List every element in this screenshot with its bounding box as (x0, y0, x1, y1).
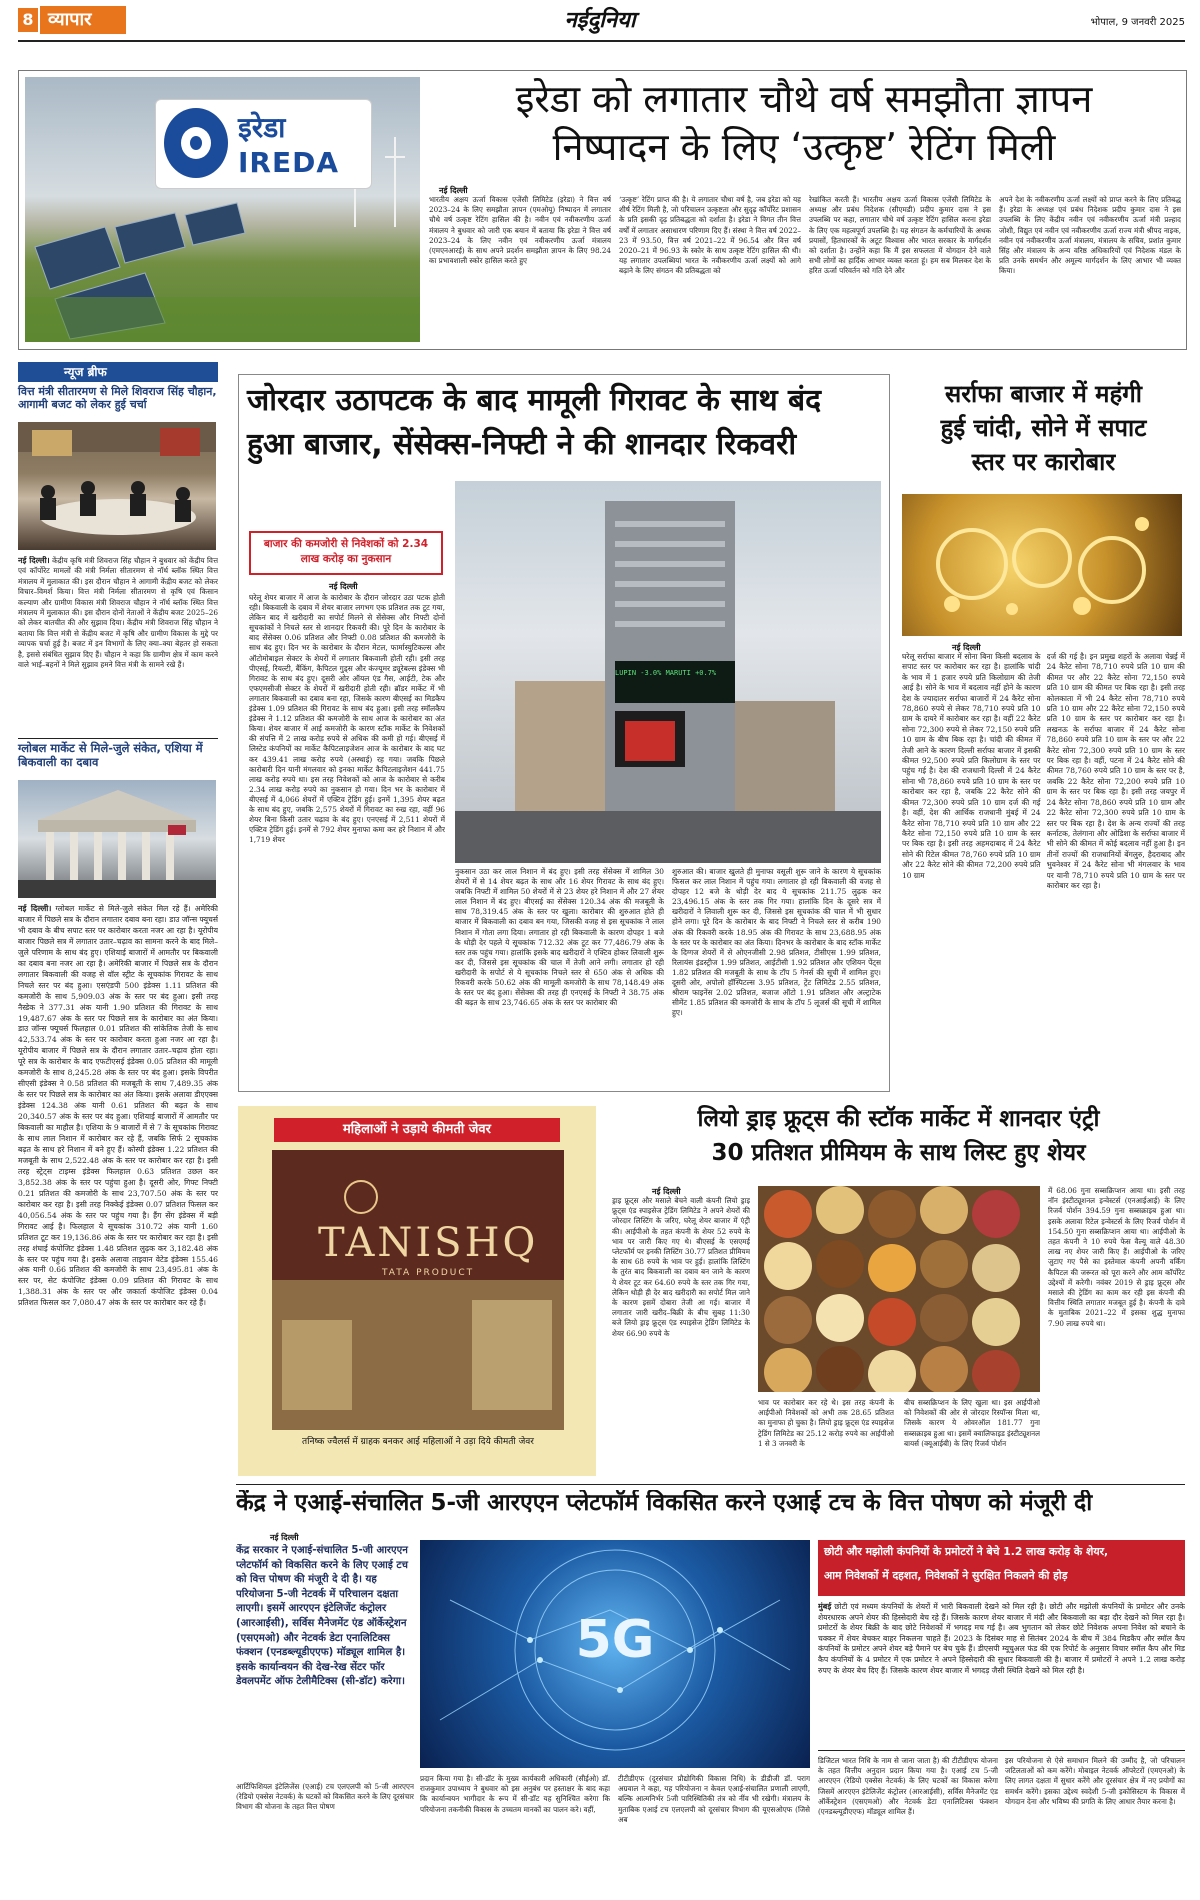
leo-headline-line1: लियो ड्राइ फ्रूट्स की स्टॉक मार्केट में शानदार एंट्री (697, 1106, 1100, 1132)
ireda-logo-english: IREDA (238, 146, 340, 179)
market-col-1: घरेलू शेयर बाजार में आज के कारोबार के दौरान जोरदार उठा पटक होती रही। बिकवाली के दबाव में शेयर बाजार लगभग एक प्रतिशत तक टूट गया, लेकिन बाद में खरीदारी का सपोर्ट मिलने से सेंसेक्स और निफ्टी दोनों सूचकांकों ने निचले स्तर से शानदार रिकवरी की। पूरे दिन के कारोबार के बाद सेंसेक्स 0.06 प्रतिशत और निफ्टी 0.08 प्रतिशत की कमजोरी के साथ बंद हुए। दिन भर के कारोबार के दौरान मेटल, फार्मास्युटिकल्स और ऑटोमोबाइल सेक्टर के शेयरों में लगातार बिकवाली होती रही। इसी तरह पीएसई, रियल्टी, बैंकिंग, कैपिटल गुड्स और कंज्यूमर ड्यूरेबल्स इंडेक्स भी गिरावट के साथ बंद हुए। दूसरी ओर ऑयल एंड गैस, आईटी, टेक और एफएमसीजी सेक्टर के शेयरों में खरीदारी होती रही। ब्रॉडर मार्केट में भी लगातार बिकवाली का दबाव बना रहा, जिसके कारण बीएसई का मिडकैप इंडेक्स 1.09 प्रतिशत की गिरावट के साथ बंद हुआ। इसी तरह स्मॉलकैप इंडेक्स ने 1.12 प्रतिशत की कमजोरी के साथ आज के कारोबार का अंत किया। शेयर बाजार में आई कमजोरी के कारण स्टॉक मार्केट के निवेशकों की संपत्ति में 2 लाख करोड़ रुपये से अधिक की कमी हो गई। बीएसई में लिस्टेड कंपनियों का मार्केट कैपिटलाइजेशन आज के कारोबार के बाद घट कर 439.41 लाख करोड़ रुपये (अस्थाई) रह गया। जबकि पिछले कारोबारी दिन यानी मंगलवार को इनका मार्केट कैपिटलाइजेशन 441.75 लाख करोड़ रुपये था। इस तरह निवेशकों को आज के कारोबार से करीब 2.34 लाख करोड़ रुपये का नुकसान हो गया। दिन भर के कारोबार में बीएसई में 4,066 शेयरों में एक्टिव ट्रेडिंग हुई। इनमें 1,395 शेयर बढ़त के साथ बंद हुए, जबकि 2,575 शेयरों में गिरावट का रुख रहा, वहीं 96 शेयर बिना किसी उतार चढ़ाव के बंद हुए। एनएसई में 2,511 शेयरों में एक्टिव ट्रेडिंग हुई। इनमें से 792 शेयर मुनाफा कमा कर हरे निशान में और 1,719 शेयर (249, 593, 445, 845)
tanishq-label: महिलाओं ने उड़ाये कीमती जेवर (274, 1118, 560, 1142)
brief1-meeting-photo (18, 422, 216, 550)
leo-col-4: में 68.06 गुना सब्सक्रिप्शन आया था। इसी तरह नॉन इंस्टीट्यूशनल इन्वेस्टर्स (एनआईआई) के लिए रिजर्व पोर्शन 394.59 गुना सब्सक्राइब हुआ था। इसके अलावा रिटेल इन्वेस्टर्स के लिए रिजर्व पोर्शन में 154.50 गुना सब्सक्रिप्शन आया था। आईपीओ के तहत कंपनी ने 10 रुपये फेस वैल्यू वाले 48.30 लाख नए शेयर जारी किए हैं। आईपीओ के जरिए जुटाए गए पैसे का इस्तेमाल कंपनी अपनी वर्किंग कैपिटल की जरूरत को पूरा करने और आम कॉर्पोरेट उद्देश्यों में करेगी। नवंबर 2019 से ड्राइ फ्रूट्स और मसाले की ट्रेडिंग का काम कर रही इस कंपनी की वित्तीय स्थिति लगातार मजबूत हुई है। कंपनी के दावे के मुताबिक 2021–22 में इसका शुद्ध मुनाफा 7.90 लाख रुपये था। (1048, 1186, 1185, 1328)
ireda-story (18, 70, 1187, 350)
ai-lead-tail: आर्टिफिशियल इंटेलिजेंस (एआई) टच एलएलपी को 5-जी आरएएन (रेडियो एक्सेस नेटवर्क) के घटकों को विकसित करने के लिए दूरसंचार विभाग की योजना के तहत वित्त पोषण (236, 1782, 414, 1812)
leo-dateline: नई दिल्ली (652, 1187, 681, 1196)
bullion-headline-line3: स्तर पर कारोबार (971, 448, 1116, 476)
ireda-logo-mark-icon (164, 108, 228, 178)
bullion-dateline: नई दिल्ली (952, 643, 981, 652)
bullion-col-2: दर्ज की गई है। इन प्रमुख शहरों के अलावा चेन्नई में 24 कैरेट सोना 78,710 रुपये प्रति 10 ग्राम की कीमत पर और 22 कैरेट सोना 72,150 रुपये प्रति 10 ग्राम की कीमत पर बिक रहा है। इसी तरह कोलकाता में भी 24 कैरेट सोना 78,710 रुपये प्रति 10 ग्राम और 22 कैरेट सोना 72,150 रुपये प्रति 10 ग्राम के स्तर पर कारोबार कर रहा है। लखनऊ के सर्राफा बाजार में 24 कैरेट सोना 78,860 रुपये प्रति 10 ग्राम के स्तर पर और 22 कैरेट सोना 72,300 रुपये प्रति 10 ग्राम के स्तर पर बिक रहा है। वहीं, पटना में 24 कैरेट सोने की कीमत 78,760 रुपये प्रति 10 ग्राम के स्तर पर है, जबकि 22 कैरेट सोना 72,200 रुपये प्रति 10 ग्राम के स्तर पर बिक रहा है। इसी तरह जयपुर में 24 कैरेट सोना 78,860 रुपये प्रति 10 ग्राम और 22 कैरेट सोना 72,300 रुपये प्रति 10 ग्राम के स्तर पर बिक रहा है। देश के अन्य राज्यों की तरह कर्नाटक, तेलंगाना और ओडिशा के सर्राफा बाजार में भी सोने की कीमत में कोई बदलाव नहीं हुआ है। इन तीनों राज्यों की राजधानियों बेंगलुरु, हैदराबाद और भुवनेश्वर में 24 कैरेट सोना भी मंगलवार के भाव पर यानी 78,710 रुपये प्रति 10 ग्राम के स्तर पर कारोबार कर रहा है। (1046, 652, 1185, 890)
page-header (0, 0, 1200, 42)
ai-dateline: नई दिल्ली (270, 1533, 299, 1542)
section-label: व्यापार (40, 6, 126, 34)
ai-col-2: प्रदान किया गया है। सी-डॉट के मुख्य कार्यकारी अधिकारी (सीईओ) डॉ. राजकुमार उपाध्याय ने बुधवार को इस अनुबंध पर हस्ताक्षर के बाद कहा कि कार्यान्वयन भागीदार के रूप में सी-डॉट यह सुनिश्चित करेगा कि परियोजना तकनीकी विकास के उच्चतम मानकों का पालन करे। वहीं, (420, 1774, 610, 1814)
bullion-col-1: घरेलू सर्राफा बाजार में सोना बिना किसी बदलाव के सपाट स्तर पर कारोबार कर रहा है। हालांकि चांदी के भाव में 1 हजार रुपये प्रति किलोग्राम की तेजी आई है। सोने के भाव में बदलाव नहीं होने के कारण देश के ज्यादातर सर्राफा बाजारों में 24 कैरेट सोना 78,860 रुपये से लेकर 78,710 रुपये प्रति 10 ग्राम के दायरे में कारोबार कर रहा है। वहीं 22 कैरेट सोना 72,300 रुपये से लेकर 72,150 रुपये प्रति 10 ग्राम के बीच बिक रहा है। चांदी की कीमत में तेजी आने के कारण दिल्ली सर्राफा बाजार में इसकी कीमत 92,500 रुपये प्रति किलोग्राम के स्तर पर पहुंच गई है। देश की राजधानी दिल्ली में 24 कैरेट सोना भी 78,860 रुपये प्रति 10 ग्राम के स्तर पर कारोबार कर रहा है, जबकि 22 कैरेट सोने की कीमत 72,300 रुपये प्रति 10 ग्राम दर्ज की गई है। वहीं, देश की आर्थिक राजधानी मुंबई में 24 कैरेट सोना 78,710 रुपये प्रति 10 ग्राम और 22 कैरेट सोना 72,150 रुपये प्रति 10 ग्राम के स्तर पर बिक रहा है। इसी तरह अहमदाबाद में 24 कैरेट सोने की रिटेल कीमत 78,760 रुपये प्रति 10 ग्राम और 22 कैरेट सोने की कीमत 72,200 रुपये प्रति 10 ग्राम (902, 652, 1041, 880)
market-dateline: नई दिल्ली (329, 582, 358, 591)
bse-ticker-board: LUPIN -3.0% MARUTI +0.7% (615, 669, 717, 677)
market-story (238, 374, 890, 1092)
brief2-dateline: नई दिल्ली। (18, 904, 52, 913)
brief2-body (18, 904, 218, 1892)
ireda-col-4: अपने देश के नवीकरणीय ऊर्जा लक्ष्यों को प्राप्त करने के लिए प्रतिबद्ध हैं। इरेडा के अध्यक्ष एवं प्रबंध निदेशक प्रदीप कुमार दास ने इस उपलब्धि के लिए केंद्रीय नवीन एवं नवीकरणीय ऊर्जा मंत्री प्रल्हाद जोशी, विद्युत एवं नवीन एवं नवीकरणीय ऊर्जा राज्य मंत्री श्रीपद नाइक, नवीन एवं नवीकरणीय ऊर्जा मंत्रालय, मंत्रालय के सचिव, प्रशांत कुमार सिंह और मंत्रालय के अन्य वरिष्ठ अधिकारियों एवं निदेशक मंडल के प्रति उनके समर्थन और अमूल्य मार्गदर्शन के लिए आभार भी व्यक्त किया। (999, 195, 1181, 276)
5g-network-image (420, 1540, 810, 1768)
brief-divider (18, 738, 218, 739)
ireda-col-3: रेखांकित करती हैं। भारतीय अक्षय ऊर्जा विकास एजेंसी लिमिटेड के अध्यक्ष और प्रबंध निदेशक (सीएमडी) प्रदीप कुमार दास ने इस उपलब्धि पर कहा, लगातार चौथे वर्ष उत्कृष्ट रेटिंग हासिल करना इरेडा के लिए एक महत्वपूर्ण उपलब्धि है। यह संगठन के कर्मचारियों के अथक प्रयासों, हितधारकों के अटूट विश्वास और भारत सरकार के मार्गदर्शन को दर्शाता है। उन्होंने कहा कि मैं इस सफलता में योगदान देने वाले सभी लोगों का हार्दिक आभार व्यक्त करता हूं। हम सब मिलकर देश के हरित ऊर्जा परिवर्तन को गति देने और (809, 195, 991, 276)
ireda-logo (155, 99, 372, 189)
ireda-col-1: भारतीय अक्षय ऊर्जा विकास एजेंसी लिमिटेड (इरेडा) ने वित्त वर्ष 2023–24 के लिए समझौता ज्ञापन (एमओयू) निष्पादन में लगातार चौथे वर्ष उत्कृष्ट रेटिंग हासिल की है। नवीन एवं नवीकरणीय ऊर्जा मंत्रालय ने बुधवार को जारी एक बयान में बताया कि इरेडा ने वित्त वर्ष 2023–24 के लिए नवीन एवं नवीकरणीय ऊर्जा मंत्रालय (एमएनआरई) के साथ अपने प्रदर्शन समझौता ज्ञापन के लिए 98.24 का प्रभावशाली स्कोर हासिल करते हुए (429, 195, 611, 266)
ireda-headline-line2: निष्पादन के लिए ‘उत्कृष्ट’ रेटिंग मिली (552, 125, 1056, 169)
brief1-title: वित्त मंत्री सीतारमण से मिले शिवराज सिंह चौहान, आगामी बजट को लेकर हुई चर्चा (18, 385, 217, 411)
market-col-2: नुकसान उठा कर लाल निशान में बंद हुए। इसी तरह सेंसेक्स में शामिल 30 शेयरों में से 14 शेयर बढ़त के साथ और 16 शेयर गिरावट के साथ बंद हुए। जबकि निफ्टी में शामिल 50 शेयरों में से 23 शेयर हरे निशान में और 27 शेयर लाल निशान में बंद हुए। बीएसई का सेंसेक्स 120.34 अंक की मजबूती के साथ 78,319.45 अंक के स्तर पर खुला। कारोबार की शुरुआत होते ही बाजार में बिकवाली का दबाव बन गया, जिसकी वजह से इस सूचकांक ने लाल निशान में गोता लगा दिया। लगातार हो रही बिकवाली के कारण दोपहर 1 बजे के थोड़ी देर पहले ये सूचकांक 712.32 अंक टूट कर 77,486.79 अंक के स्तर तक पहुंच गया। हालांकि इसके बाद खरीदारों ने एक्टिव होकर लिवाली शुरू कर दी, जिससे इस सूचकांक की चाल में तेजी आने लगी। लगातार हो रही खरीदारी के सपोर्ट से ये सूचकांक निचले स्तर से 650 अंक से अधिक की रिकवरी करके 50.62 अंक की मामूली कमजोरी के साथ 78,148.49 अंक के स्तर पर बंद हुआ। सेंसेक्स की तरह ही एनएसई के निफ्टी ने 38.75 अंक की बढ़त के साथ 23,746.65 अंक के स्तर पर कारोबार की (455, 867, 664, 1008)
brief2-text: ग्लोबल मार्केट से मिले-जुले संकेत मिल रहे हैं। अमेरिकी बाजार में पिछले सत्र के दौरान लगातार दबाव बना रहा। डाउ जॉन्स फ्यूचर्स भी दबाव के बीच सपाट स्तर पर कारोबार करता नजर आ रहा है। यूरोपीय बाजार पिछले सत्र में लगातार उतार–चढ़ाव का सामना करने के बाद मिले–जुले परिणाम के साथ बंद हुए। एशियाई बाजारों में आमतौर पर बिकवाली का दबाव बना नजर आ रहा है। अमेरिकी बाजार में पिछले सत्र के दौरान लगातार बिकवाली की वजह से वॉल स्ट्रीट के सूचकांक गिरावट के साथ निचले स्तर पर बंद हुआ। एसएंडपी 500 इंडेक्स 1.11 प्रतिशत की कमजोरी के साथ 5,909.03 अंक के स्तर पर बंद हुआ। इसी तरह नैस्डेक ने 377.31 अंक यानी 1.90 प्रतिशत की गिरावट के साथ 19,487.67 अंक के स्तर पर पिछले सत्र के कारोबार का अंत किया। डाउ जॉन्स फ्यूचर्स फिलहाल 0.01 प्रतिशत की सांकेतिक तेजी के साथ 42,533.74 अंक के स्तर पर कारोबार करता हुआ नजर आ रहा है। यूरोपीय बाजार में पिछले सत्र के दौरान लगातार उतार–चढ़ाव होता रहा। पूरे सत्र के कारोबार के बाद एफटीएसई इंडेक्स 0.05 प्रतिशत की मामूली कमजोरी के साथ 8,245.28 अंक के स्तर पर बंद हुआ। इसके विपरीत सीएसी इंडेक्स ने 0.58 प्रतिशत की मजबूती के साथ 7,489.35 अंक के स्तर पर पिछले सत्र के कारोबार का अंत किया। इसके अलावा डीएएक्स इंडेक्स 124.38 अंक यानी 0.61 प्रतिशत की बढ़त के साथ 20,340.57 अंक के स्तर पर बंद हुआ। एशियाई बाजारों में आमतौर पर बिकवाली का माहौल है। एशिया के 9 बाजारों में से 7 के सूचकांक गिरावट के साथ लाल निशान में कारोबार कर रहे हैं, जबकि सिर्फ 2 सूचकांक बढ़त के साथ हरे निशान में बने हुए हैं। कोस्पी इंडेक्स 1.22 प्रतिशत की मजबूती के साथ 2,522.48 अंक के स्तर पर कारोबार कर रहा है। इसी तरह स्ट्रेट्स टाइम्स इंडेक्स फिलहाल 0.63 प्रतिशत उछल कर 3,852.38 अंक के स्तर पर पहुंचा हुआ है। दूसरी ओर, गिफ्ट निफ्टी 0.21 प्रतिशत की कमजोरी के साथ 23,707.50 अंक के स्तर पर कारोबार कर रहा है। इसी तरह निक्केई इंडेक्स 0.07 प्रतिशत फिसल कर 40,056.54 अंक के स्तर पर पहुंच गया है। हैंग सेंग इंडेक्स में बड़ी गिरावट आई है। फिलहाल ये सूचकांक 310.72 अंक यानी 1.60 प्रतिशत टूट कर 19,136.86 अंक के स्तर पर कारोबार कर रहा है। इसी तरह शंघाई कंपोजिट इंडेक्स 1.48 प्रतिशत लुढ़क कर 3,182.48 अंक के स्तर पर पहुंच गया है। इसके अलावा ताइवान वेटेड इंडेक्स 155.46 अंक यानी 0.66 प्रतिशत की कमजोरी के साथ 23,495.81 अंक के स्तर पर, सेट कंपोजिट इंडेक्स 0.09 प्रतिशत की गिरावट के साथ 1,388.31 अंक के स्तर पर और जकार्ता कंपोजिट इंडेक्स 0.04 प्रतिशत फिसल कर 7,080.47 अंक के स्तर पर कारोबार कर रहे हैं। (18, 904, 218, 1308)
brief1-dateline: नई दिल्ली। (18, 556, 50, 565)
ireda-columns (429, 195, 1181, 343)
leo-headline-line2: 30 प्रतिशत प्रीमियम के साथ लिस्ट हुए शेयर (711, 1140, 1086, 1166)
leo-col-2: भाव पर कारोबार कर रहे थे। इस तरह कंपनी के आईपीओ निवेशकों को अभी तक 28.65 प्रतिशत का मुनाफा हो चुका है। लियो ड्राइ फ्रूट्स एंड स्पाइसेज ट्रेडिंग लिमिटेड का 25.12 करोड़ रुपये का आईपीओ 1 से 3 जनवरी के (758, 1398, 894, 1448)
promoters-headline-line1: छोटी और मझोली कंपनियों के प्रमोटरों ने बेचे 1.2 लाख करोड़ के शेयर, (824, 1545, 1109, 1558)
market-headline-line1: जोरदार उठापटक के बाद मामूली गिरावट के साथ बंद (247, 383, 822, 418)
ireda-col-2: ‘उत्कृष्ट’ रेटिंग प्राप्त की है। ये लगातार चौथा वर्ष है, जब इरेडा को यह शीर्ष रेटिंग मिली है, जो परिचालन उत्कृष्टता और सुदृढ़ कॉर्पोरेट प्रशासन के प्रति इसकी दृढ़ प्रतिबद्धता को दर्शाता है। इरेडा ने विगत तीन वित्त वर्षों में लगातार असाधारण परिणाम दिए हैं। संस्था ने वित्त वर्ष 2022–23 में 93.50, वित्त वर्ष 2021–22 में 96.54 और वित्त वर्ष 2020–21 में 96.93 के स्कोर के साथ उत्कृष्ट रेटिंग हासिल की थी। यह लगातार उपलब्धियां भारत के नवीकरणीय ऊर्जा लक्ष्यों को आगे बढ़ाने के लिए संगठन की प्रतिबद्धता को (619, 195, 801, 276)
leo-col-3: बीच सब्सक्रिप्शन के लिए खुला था। इस आईपीओ को निवेशकों की ओर से जोरदार रिस्पॉन्स मिला था, जिसके कारण ये ओवरऑल 181.77 गुना सब्सक्राइब हुआ था। इसमें क्वालिफाइड इंस्टीट्यूशनल बायर्स (क्यूआईबी) के लिए रिजर्व पोर्शन (904, 1398, 1040, 1448)
bse-building-photo (455, 481, 881, 863)
tanishq-caption: तनिष्क ज्वैलर्स में ग्राहक बनकर आई महिलाओं ने उड़ा दिये कीमती जेवर (302, 1437, 534, 1447)
header-dateline: भोपाल, 9 जनवरी 2025 (1090, 17, 1185, 28)
leo-story (612, 1100, 1185, 1480)
ireda-logo-hindi: इरेडा (238, 111, 286, 144)
masthead: नईदुनिया (564, 7, 636, 33)
promoters-text: छोटी एवं मध्यम कंपनियों के शेयरों में भारी बिकवाली देखने को मिल रही है। छोटी और मझोली कंपनियों के प्रमोटर और उनके शेयरधारक अपने शेयर की हिस्सेदारी बेच रहे हैं। जिसके कारण शेयर बाजार में मंदी और बिकवाली का बड़ा दौर देखने को मिल रहा है। प्रमोटरों के शेयर बिक्री के बाद छोटे निवेशकों में भगदड़ मच गई है। अब भुगतान को लेकर छोटे निवेशक अपना निवेश को बचाने के चक्कर में शेयर बेचकर बाहर निकलना चाहते हैं। 2023 के दिसंबर माह से सितंबर 2024 के बीच में 384 मिडकैप और स्मॉल कैप कंपनियों के प्रमोटर अपने शेयर बड़े पैमाने पर बेच चुके हैं। डीएसपी म्यूचुअल फंड की एक रिपोर्ट के अनुसार विचार स्मॉल कैप और मिड कैप कंपनियों के 4 प्रमोटर में एक प्रमोटर ने अपने हिस्सेदारी की सुधार बिकवाली की है। बाजार में प्रमोटरों ने अपने 1.2 लाख करोड़ रुपए के शेयर बेच दिए हैं। जिसके कारण शेयर बाजार में भगदड़ जैसी स्थिति देखने को मिल रही है। (818, 1602, 1185, 1675)
ireda-headline-line1: इरेडा को लगातार चौथे वर्ष समझौता ज्ञापन (515, 77, 1093, 121)
brief2-stock-exchange-photo (18, 780, 216, 898)
page-number-badge: 8 (18, 8, 38, 32)
dry-fruits-photo (758, 1186, 1040, 1392)
promoters-headline-box (818, 1540, 1185, 1596)
news-brief-column (18, 362, 218, 1892)
ai-col-3: टीटीडीएफ (दूरसंचार प्रौद्योगिकी विकास निधि) के डीडीजी डॉ. पराग अग्रवाल ने कहा, यह परियोजना न केवल एआई-संचालित प्रणाली लाएगी, बल्कि आत्मनिर्भर 5जी पारिस्थितिकी तंत्र को नींव भी रखेगी। मंत्रालय के मुताबिक एआई टच एलएलपी को दूरसंचार विभाग की यूएसओएफ (जिसे अब (618, 1774, 810, 1824)
tanishq-store-name: TANISHQ (318, 1220, 539, 1266)
ai-col-5: इस परियोजना से ऐसे समाधान मिलने की उम्मीद है, जो परिचालन जटिलताओं को कम करेंगे। मोबाइल नेटवर्क ऑपरेटरों (एमएनओ) के लिए लागत दक्षता में सुधार करेंगे और दूरसंचार क्षेत्र में नए प्रयोगों का समर्थन करेंगे। इसका उद्देश्य स्वदेशी 5-जी इकोसिस्टम के विकास में योगदान देना और भविष्य की प्रगति के लिए आधार तैयार करना है। (1005, 1756, 1185, 1806)
ai-lead-text: केंद्र सरकार ने एआई-संचालित 5-जी आरएएन प्लेटफॉर्म को विकसित करने के लिए एआई टच को वित्त पोषण की मंजूरी दे दी है। यह परियोजना 5-जी नेटवर्क में परिचालन दक्षता लाएगी। इसमें आरएएन इंटेलिजेंट कंट्रोलर (आरआईसी), सर्विस मैनेजमेंट एंड ऑर्केस्ट्रेशन (एसएमओ) और नेटवर्क डेटा एनालिटिक्स फंक्शन (एनडब्ल्यूडीएएफ) मॉड्यूल शामिल है। इसके कार्यान्वयन की देख-रेख सेंटर फॉर डेवलपमेंट ऑफ टेलीमैटिक्स (सी-डॉट) करेगा। (236, 1545, 408, 1688)
tanishq-store-photo (272, 1150, 564, 1430)
promoters-headline-line2: आम निवेशकों में दहशत, निवेशकों ने सुरक्षित निकलने की होड़ (824, 1569, 1068, 1582)
5g-label: 5G (575, 1610, 655, 1670)
market-col-3: शुरुआत की। बाजार खुलते ही मुनाफा वसूली शुरू जाने के कारण ये सूचकांक फिसल कर लाल निशान में पहुंच गया। लगातार हो रही बिकवाली की वजह से दोपहर 12 बजे के थोड़ी देर बाद ये सूचकांक 211.75 लुढ़क कर 23,496.15 अंक के स्तर तक गिर गया। हालांकि दिन के दूसरे सत्र में खरीदारों ने लिवाली शुरू कर दी, जिससे इस सूचकांक की चाल में भी सुधार होने लगा। पूरे दिन के कारोबार के बाद निफ्टी ने निचले स्तर से करीब 190 अंक की रिकवरी करके 18.95 अंक की गिरावट के साथ 23,688.95 अंक के स्तर पर के कारोबार का अंत किया। दिनभर के कारोबार के बाद स्टॉक मार्केट के दिग्गज शेयरों में से ओएनजीसी 2.98 प्रतिशत, टीसीएस 1.99 प्रतिशत, रिलायंस इंडस्ट्रीज 1.99 प्रतिशत, आईटीसी 1.92 प्रतिशत और एशियन पेंट्स 1.82 प्रतिशत की मजबूती के साथ के टॉप 5 गेनर्स की सूची में शामिल हुए। दूसरी ओर, अपोलो हॉस्पिटल्स 3.95 प्रतिशत, ट्रेंट लिमिटेड 2.55 प्रतिशत, श्रीराम फाइनेंस 2.02 प्रतिशत, बजाज ऑटो 1.91 प्रतिशत और अल्ट्राटेक सीमेंट 1.85 प्रतिशत की कमजोरी के साथ के टॉप 5 लूजर्स की सूची में शामिल हुए। (672, 867, 881, 1018)
header-rule (18, 40, 1185, 42)
gold-jewellery-photo (902, 494, 1182, 636)
promoters-dateline: मुंबई (818, 1602, 832, 1611)
market-pullquote: बाजार की कमजोरी से निवेशकों को 2.34 लाख करोड़ का नुकसान (249, 531, 443, 575)
ai-col-4: डिजिटल भारत निधि के नाम से जाना जाता है) की टीटीडीएफ योजना के तहत वित्तीय अनुदान प्रदान किया गया है। एआई टच 5-जी आरएएन (रेडियो एक्सेस नेटवर्क) के लिए घटकों का विकास करेगा जिसमें आरएएन इंटेलिजेंट कंट्रोलर (आरआईसी), सर्विस मैनेजमेंट एंड ऑर्केस्ट्रेशन (एसएमओ) और नेटवर्क डेटा एनालिटिक्स फंक्शन (एनडब्ल्यूडीएएफ) मॉड्यूल शामिल हैं। (818, 1756, 998, 1817)
promoters-divider (818, 1750, 1185, 1751)
bullion-headline-line2: हुई चांदी, सोने में सपाट (940, 414, 1147, 442)
tanishq-store-sub: TATA PRODUCT (382, 1268, 475, 1278)
tanishq-block (238, 1106, 596, 1476)
bullion-columns (902, 652, 1185, 1084)
tanishq-logo-mark-icon (344, 1180, 378, 1214)
leo-col-1: ड्राइ फ्रूट्स और मसाले बेचने वाली कंपनी लियो ड्राइ फ्रूट्स एंड स्पाइसेज ट्रेडिंग लिमिटेड ने अपने शेयरों की जोरदार लिस्टिंग के जरिए, घरेलू शेयर बाजार में एंट्री की। आईपीओ के तहत कंपनी के शेयर 52 रुपये के भाव पर जारी किए गए थे। बीएसई के एसएमई प्लेटफॉर्म पर इनकी लिस्टिंग 30.77 प्रतिशत प्रीमियम के साथ 68 रुपये के भाव पर हुई। हालांकि लिस्टिंग के तुरंत बाद बिकवाली का दबाव बन जाने के कारण ये शेयर टूट कर 64.60 रुपये के स्तर तक गिर गया, लेकिन थोड़ी ही देर बाद खरीदारी का सपोर्ट मिल जाने के कारण इसमें दोबारा तेजी आ गई। बाजार में लगातार जारी खरीद–बिक्री के बीच सुबह 11:30 बजे लियो ड्राइ फ्रूट्स एंड स्पाइसेज ट्रेडिंग लिमिटेड के शेयर 66.90 रुपये के (612, 1196, 750, 1338)
brief2-title: ग्लोबल मार्केट से मिले-जुले संकेत, एशिया में बिकवाली का दबाव (18, 741, 203, 769)
market-headline-line2: हुआ बाजार, सेंसेक्स-निफ्टी ने की शानदार रिकवरी (247, 427, 797, 462)
brief1-text: केंद्रीय कृषि मंत्री शिवराज सिंह चौहान ने बुधवार को केंद्रीय वित्त एवं कॉर्पोरेट मामलों की मंत्री निर्मला सीतारमण से नॉर्थ ब्लॉक स्थित वित्त मंत्रालय में मुलाकात की। इस दौरान चौहान ने आगामी केंद्रीय बजट को लेकर विचार–विमर्श किया। वित्त मंत्री निर्मला सीतारमण से कृषि एवं किसान कल्याण और ग्रामीण विकास मंत्री शिवराज चौहान ने नॉर्थ ब्लॉक स्थित वित्त मंत्रालय में मुलाकात की। इस दौरान दोनों नेताओं ने केंद्रीय बजट 2025–26 को लेकर बातचीत की और सुझाव दिया। केंद्रीय मंत्री शिवराज सिंह चौहान ने बताया कि वित्त मंत्री से केंद्रीय बजट में कृषि और ग्रामीण विकास के मुद्दे पर व्यापक चर्चा हुई है। बजट में इन विभागों के लिए क्या–क्या बेहतर हो सकता है, इससे संबंधित सुझाव दिए हैं। चौहान ने कहा कि ग्रामीण क्षेत्र में काम करने वाले भाई–बहनों ने मिले सुझाव हमने वित्त मंत्री के सामने रखे हैं। (18, 556, 218, 670)
ireda-dateline: नई दिल्ली (439, 186, 468, 195)
brief1-body (18, 556, 218, 728)
news-brief-label: न्यूज ब्रीफ (18, 362, 218, 382)
promoters-body (818, 1602, 1185, 1746)
bullion-headline-line1: सर्राफा बाजार में महंगी (945, 380, 1142, 408)
ai-headline: केंद्र ने एआई-संचालित 5-जी आरएएन प्लेटफॉर्म विकसित करने एआई टच के वित्त पोषण को मंजूरी दी (236, 1490, 1093, 1516)
bullion-story (902, 374, 1185, 1090)
ireda-solar-image (25, 77, 420, 342)
ai-story-top-rule (236, 1484, 1185, 1485)
market-lower-columns (455, 867, 881, 1085)
